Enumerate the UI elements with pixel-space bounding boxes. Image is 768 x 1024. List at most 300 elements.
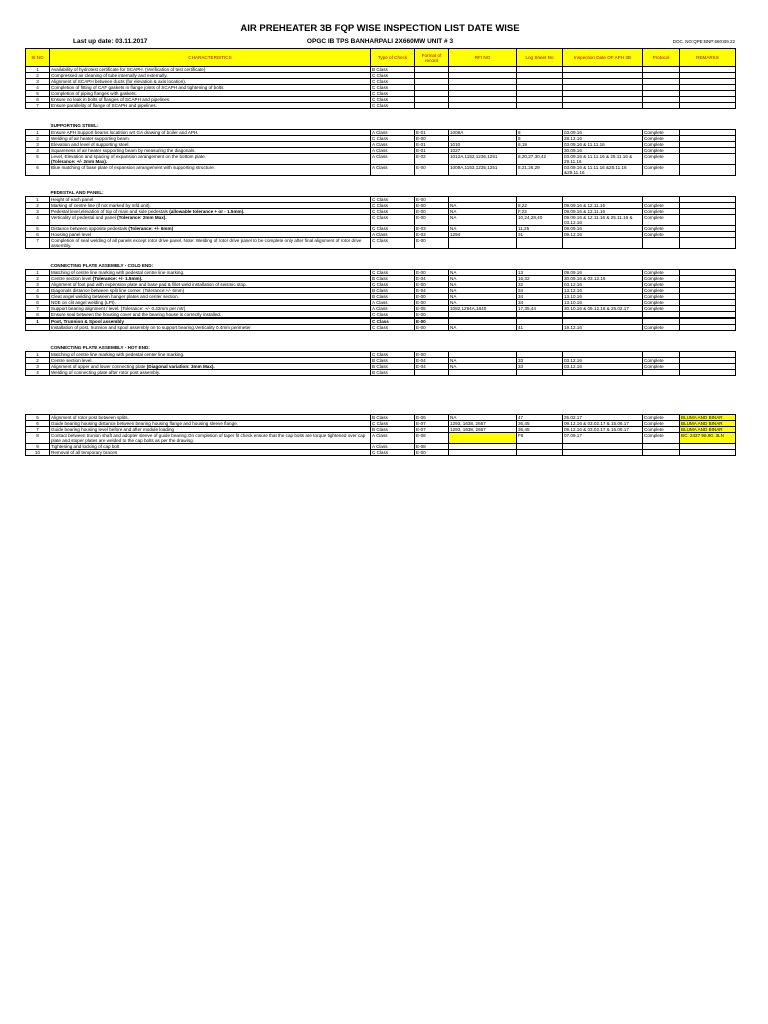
date-text: 03.09.16 bbox=[564, 130, 582, 135]
format-text: E-05 bbox=[416, 306, 426, 311]
log-sheet-text: 47 bbox=[518, 415, 524, 420]
date-cell bbox=[563, 165, 643, 176]
log-sheet-cell bbox=[517, 238, 563, 249]
type-text: B Class bbox=[372, 358, 388, 363]
rfi-text: 1293, 1638, 2667 bbox=[450, 421, 486, 426]
date-text: 03.09.16 & 11.11.16 &25.11.16 &29.11.16 bbox=[564, 165, 627, 175]
date-text: 09.09.16 & 12.11.16 bbox=[564, 209, 606, 214]
rfi-text: 1010 bbox=[450, 142, 461, 147]
type-text: C Class bbox=[372, 203, 389, 208]
sl-no-text: 7 bbox=[36, 238, 39, 243]
characteristic-text: Alignment of foot pad with expension plate and base pad & fillet weld installation of seismic stop. bbox=[51, 282, 247, 287]
characteristic-cell bbox=[50, 450, 371, 456]
remarks-cell bbox=[680, 154, 736, 165]
rfi-text: NA bbox=[450, 415, 457, 420]
characteristic-text: Availability of hydrotest certificate for SCAPH. (Verification of test certificate) bbox=[51, 67, 206, 72]
spacer-cell bbox=[26, 109, 736, 119]
remarks-text: BLUMA AND BINAR bbox=[681, 427, 723, 432]
sl-no-text: 1 bbox=[36, 319, 39, 324]
characteristic-text: Completion of fitting of CAF gaskets in flange joints of SCAPH and tightening of bolts bbox=[51, 85, 224, 90]
sl-no-text: 3 bbox=[36, 79, 39, 84]
log-sheet-text: 16,32 bbox=[518, 276, 530, 281]
date-text: 03.09.16 & 11.11.16 & 25.11.16 & 29.11.16 bbox=[564, 154, 633, 164]
protocol-cell bbox=[643, 215, 680, 226]
type-text: C Class bbox=[372, 97, 389, 102]
sl-no-text: 4 bbox=[36, 215, 39, 220]
format-text: E-00 bbox=[416, 165, 426, 170]
protocol-text: Complete bbox=[644, 148, 664, 153]
format-text: E-03 bbox=[416, 232, 426, 237]
sl-no-text: 5 bbox=[36, 415, 39, 420]
sl-no-text: 1 bbox=[36, 67, 39, 72]
table-row bbox=[26, 165, 736, 176]
protocol-text: Complete bbox=[644, 209, 664, 214]
protocol-text: Complete bbox=[644, 300, 664, 305]
sl-no-text: 7 bbox=[36, 306, 39, 311]
characteristic-text: Ensure parallelity of flange of SCAPH and pipelines. bbox=[51, 103, 157, 108]
spacer-cell bbox=[26, 376, 736, 415]
col-type-of-check: Type of Check bbox=[371, 49, 415, 67]
section-spacer bbox=[26, 258, 50, 270]
characteristic-text: Guide bearing housing level before and after module loading bbox=[51, 427, 175, 432]
sl-no-text: 1 bbox=[36, 197, 39, 202]
characteristic-text: Guide bearing housing distance between bearing housing flange and housing sleeve flange. bbox=[51, 421, 238, 426]
sl-no-text: 6 bbox=[36, 232, 39, 237]
protocol-text: Complete bbox=[644, 415, 664, 420]
sl-no-text: 7 bbox=[36, 103, 39, 108]
type-text: A Class bbox=[372, 130, 388, 135]
format-text: E-00 bbox=[416, 282, 426, 287]
rfi-text: 1294 bbox=[450, 232, 461, 237]
sl-no-text: 6 bbox=[36, 300, 39, 305]
format-text: E-00 bbox=[416, 294, 426, 299]
sl-no-cell bbox=[26, 215, 50, 226]
spacer-row bbox=[26, 376, 736, 415]
protocol-text: Complete bbox=[644, 294, 664, 299]
date-cell bbox=[563, 238, 643, 249]
rfi-cell bbox=[449, 154, 517, 165]
sl-no-text: 2 bbox=[36, 73, 39, 78]
characteristic-cell bbox=[50, 165, 371, 176]
format-text: E-01 bbox=[416, 130, 426, 135]
protocol-text: Complete bbox=[644, 165, 664, 170]
col-remarks: REMARKS bbox=[680, 49, 736, 67]
spacer-row bbox=[26, 331, 736, 341]
last-update: Last up date: 03.11.2017 bbox=[73, 38, 148, 45]
type-text: C Class bbox=[372, 226, 389, 231]
characteristic-text: Distance between opposite pedestals bbox=[51, 226, 128, 231]
rfi-text: NA bbox=[450, 282, 457, 287]
protocol-cell bbox=[643, 238, 680, 249]
inspection-table bbox=[25, 48, 736, 456]
type-text: A Class bbox=[372, 433, 388, 438]
date-cell bbox=[563, 215, 643, 226]
date-text: 09.09.16 & 12.11.16 bbox=[564, 203, 606, 208]
sl-no-text: 3 bbox=[36, 142, 39, 147]
log-sheet-text: 8 bbox=[518, 136, 521, 141]
characteristic-cell bbox=[50, 238, 371, 249]
format-text: E-06 bbox=[416, 415, 426, 420]
characteristic-text: Height of each panel bbox=[51, 197, 94, 202]
sl-no-text: 7 bbox=[36, 427, 39, 432]
format-text: E-04 bbox=[416, 358, 426, 363]
sl-no-text: 1 bbox=[36, 270, 39, 275]
format-text: E-00 bbox=[416, 197, 426, 202]
type-text: A Class bbox=[372, 300, 388, 305]
characteristic-text: Post, Trunnion & Spool assembly bbox=[51, 319, 124, 324]
characteristic-text: Ensure no leak in bolts of flanges of SCAPH and pipelines. bbox=[51, 97, 171, 102]
tolerance-text: (Tolerance: +/- 1.5mm). bbox=[92, 276, 143, 281]
section-heading: CONNECTING PLATE ASSEMBLY - COLD END: bbox=[50, 263, 154, 268]
protocol-text: Complete bbox=[644, 427, 664, 432]
rfi-text: NA bbox=[450, 364, 457, 369]
protocol-text: Complete bbox=[644, 421, 664, 426]
inspection-sheet bbox=[25, 22, 735, 456]
date-text: 09.09.16 bbox=[564, 270, 582, 275]
section-heading-row bbox=[26, 118, 736, 130]
rfi-text: 1027 bbox=[450, 148, 461, 153]
format-text: E-04 bbox=[416, 364, 426, 369]
spacer-row bbox=[26, 176, 736, 186]
section-heading-row bbox=[26, 340, 736, 352]
characteristic-text: Removal of all temporary braces bbox=[51, 450, 118, 455]
type-text: B Class bbox=[372, 276, 388, 281]
type-cell bbox=[371, 238, 415, 249]
type-text: C Class bbox=[372, 282, 389, 287]
tolerance-text: (Tolerance: +/- 6mm) bbox=[128, 226, 174, 231]
type-text: C Class bbox=[372, 73, 389, 78]
type-text: B Class bbox=[372, 427, 388, 432]
rfi-text: NA bbox=[450, 300, 457, 305]
format-cell bbox=[415, 154, 449, 165]
characteristic-text: Cleat angel welding between hanger plates and center section. bbox=[51, 294, 179, 299]
characteristic-text: Matching of centre line marking with pedestal center line marking. bbox=[51, 352, 185, 357]
sl-no-text: 3 bbox=[36, 364, 39, 369]
sheet-title: AIR PREHEATER 3B FQP WISE INSPECTION LIST DATE WISE bbox=[240, 23, 520, 34]
date-text: 13.10.16 bbox=[564, 294, 582, 299]
remarks-cell bbox=[680, 450, 736, 456]
type-cell bbox=[371, 154, 415, 165]
rfi-text: 1012A,1152,1236,1251 bbox=[450, 154, 498, 159]
rfi-cell bbox=[449, 433, 517, 444]
sl-no-text: 3 bbox=[36, 209, 39, 214]
sl-no-text: 1 bbox=[36, 130, 39, 135]
col-characteristics: CHARACTERISTICS bbox=[50, 49, 371, 67]
date-text: 28.12.16 bbox=[564, 136, 582, 141]
protocol-text: Complete bbox=[644, 433, 664, 438]
type-text: C Class bbox=[372, 352, 389, 357]
date-text: 13.10.16 bbox=[564, 300, 582, 305]
format-text: E-00 bbox=[416, 450, 426, 455]
sl-no-text: 5 bbox=[36, 226, 39, 231]
date-text: 30.09.16 & 03.12.16 bbox=[564, 276, 606, 281]
type-cell bbox=[371, 165, 415, 176]
characteristic-text: Elevation and level of supporting steel. bbox=[51, 142, 130, 147]
format-text: E-00 bbox=[416, 215, 426, 220]
type-text: C Class bbox=[372, 421, 389, 426]
protocol-text: Complete bbox=[644, 282, 664, 287]
type-text: B Class bbox=[372, 67, 388, 72]
remarks-cell bbox=[680, 433, 736, 444]
spacer-row bbox=[26, 249, 736, 259]
rfi-text: NA bbox=[450, 270, 457, 275]
log-sheet-text: 33 bbox=[518, 364, 524, 369]
characteristic-text: Alignment of rotor post between splits. bbox=[51, 415, 129, 420]
sl-no-text: 6 bbox=[36, 421, 39, 426]
log-sheet-text: 34 bbox=[518, 294, 524, 299]
sl-no-text: 9 bbox=[36, 444, 39, 449]
type-text: C Class bbox=[372, 270, 389, 275]
sl-no-cell bbox=[26, 450, 50, 456]
format-text: E-03 bbox=[416, 226, 426, 231]
characteristic-text: Welding of connecting plate after rotor post assembly. bbox=[51, 370, 161, 375]
characteristic-text: Installation of post, trunnion and spool assembly on to support bearing.Verticality 0.4mm perimeter bbox=[51, 325, 251, 330]
type-text: C Class bbox=[372, 136, 389, 141]
table-row bbox=[26, 154, 736, 165]
format-text: E-00 bbox=[416, 209, 426, 214]
table-row bbox=[26, 215, 736, 226]
type-text: C Class bbox=[372, 79, 389, 84]
rfi-text: NA bbox=[450, 209, 457, 214]
log-sheet-text: F,23 bbox=[518, 209, 527, 214]
characteristic-cell bbox=[50, 154, 371, 165]
sl-no-cell bbox=[26, 433, 50, 444]
format-text: E-08 bbox=[416, 433, 426, 438]
col-format-of-record: Format of record bbox=[415, 49, 449, 67]
section-heading: PEDESTAL AND PANEL: bbox=[50, 190, 104, 195]
protocol-text: Complete bbox=[644, 130, 664, 135]
log-sheet-text: 13 bbox=[518, 270, 524, 275]
date-text: 19.12.16 bbox=[564, 325, 582, 330]
sl-no-text: 5 bbox=[36, 154, 39, 159]
sl-no-text: 1 bbox=[36, 352, 39, 357]
type-text: A Class bbox=[372, 148, 388, 153]
protocol-text: Complete bbox=[644, 232, 664, 237]
date-cell bbox=[563, 450, 643, 456]
rfi-cell bbox=[449, 215, 517, 226]
rfi-text: 1082,1294A,1640 bbox=[450, 306, 487, 311]
log-sheet-text: 41 bbox=[518, 325, 524, 330]
format-text: E-00 bbox=[416, 319, 426, 324]
table-body bbox=[26, 67, 736, 456]
format-text: E-00 bbox=[416, 203, 426, 208]
log-sheet-text: 36,45 bbox=[518, 427, 530, 432]
rfi-cell bbox=[449, 450, 517, 456]
col-log-sheet-no: Log Sheet No bbox=[517, 49, 563, 67]
col-sl-no: Sl NO bbox=[26, 49, 50, 67]
sl-no-text: 2 bbox=[36, 358, 39, 363]
date-text: 09.12.16 bbox=[564, 232, 582, 237]
format-text: E-04 bbox=[416, 288, 426, 293]
tolerance-text: (Tolerance: +/- 2mm Max). bbox=[51, 159, 108, 164]
section-spacer bbox=[26, 340, 50, 352]
sl-no-text: 5 bbox=[36, 91, 39, 96]
format-text: E-01 bbox=[416, 142, 426, 147]
date-text: 03.12.16 bbox=[564, 282, 582, 287]
format-cell bbox=[415, 238, 449, 249]
date-text: 30.10.16 & 09.12.16 & 25.02.17 bbox=[564, 306, 629, 311]
protocol-text: Complete bbox=[644, 215, 664, 220]
rfi-text: 1293, 1638, 2667 bbox=[450, 427, 486, 432]
date-text: 03.12.16 bbox=[564, 364, 582, 369]
characteristic-text: Alignment of upper and lower connecting plate bbox=[51, 364, 146, 369]
log-sheet-text: 33 bbox=[518, 358, 524, 363]
type-text: A Class bbox=[372, 232, 388, 237]
spacer-cell bbox=[26, 249, 736, 259]
format-text: E-04 bbox=[416, 276, 426, 281]
protocol-text: Complete bbox=[644, 142, 664, 147]
tolerance-text: (Tolerance: 2mm Max). bbox=[117, 215, 167, 220]
log-sheet-text: 8,22 bbox=[518, 203, 527, 208]
sl-no-text: 3 bbox=[36, 282, 39, 287]
date-text: 13.12.16 bbox=[564, 288, 582, 293]
log-sheet-text: F8 bbox=[518, 433, 524, 438]
characteristic-text: Ensure APH Support beams locatition wrt GA drawing of boiler and APH. bbox=[51, 130, 199, 135]
log-sheet-cell bbox=[517, 154, 563, 165]
spacer-row bbox=[26, 109, 736, 119]
date-text: 09.09.16 & 12.11.16 & 25.11.16 & 03.12.16 bbox=[564, 215, 633, 225]
type-text: B Class bbox=[372, 294, 388, 299]
characteristic-text: Centre section level bbox=[51, 276, 92, 281]
protocol-text: Complete bbox=[644, 288, 664, 293]
sl-no-text: 6 bbox=[36, 165, 39, 170]
format-text: E-00 bbox=[416, 270, 426, 275]
date-text: 25.02.17 bbox=[564, 415, 582, 420]
date-cell bbox=[563, 154, 643, 165]
type-text: B Class bbox=[372, 415, 388, 420]
log-sheet-cell bbox=[517, 433, 563, 444]
rfi-text: NA bbox=[450, 325, 457, 330]
header-row bbox=[26, 49, 736, 67]
format-text: E-07 bbox=[416, 427, 426, 432]
sl-no-text: 4 bbox=[36, 85, 39, 90]
type-cell bbox=[371, 433, 415, 444]
characteristic-text: Marking of centre line (if not marked by mfd.unit). bbox=[51, 203, 151, 208]
sl-no-cell bbox=[26, 238, 50, 249]
sl-no-text: 5 bbox=[36, 294, 39, 299]
sl-no-text: 4 bbox=[36, 370, 39, 375]
type-text: A Class bbox=[372, 165, 388, 170]
type-text: C Class bbox=[372, 91, 389, 96]
rfi-text: NA bbox=[450, 215, 457, 220]
table-row bbox=[26, 238, 736, 249]
type-text: C Class bbox=[372, 312, 389, 317]
characteristic-text: Verticality of pedestal and panel bbox=[51, 215, 116, 220]
characteristic-text: Support bearing alignment / level. (Tolerance: +/- 0.42mm per mtr) bbox=[51, 306, 186, 311]
characteristic-text: Centre section level. bbox=[51, 358, 93, 363]
format-text: E-00 bbox=[416, 300, 426, 305]
format-text: E-02 bbox=[416, 154, 426, 159]
spacer-cell bbox=[26, 176, 736, 186]
document-number: DOC. NO:QPE:BNP:660:B9.22 bbox=[672, 39, 735, 44]
remarks-cell bbox=[680, 165, 736, 176]
rfi-cell bbox=[449, 238, 517, 249]
rfi-text: NA bbox=[450, 276, 457, 281]
protocol-text: Complete bbox=[644, 364, 664, 369]
type-text: B Class bbox=[372, 288, 388, 293]
table-row bbox=[26, 433, 736, 444]
sl-no-text: 2 bbox=[36, 136, 39, 141]
format-text: E-01 bbox=[416, 148, 426, 153]
sheet-subheader bbox=[25, 36, 735, 48]
log-sheet-text: 17,35,44 bbox=[518, 306, 536, 311]
rfi-text: NA bbox=[450, 226, 457, 231]
log-sheet-text: 34 bbox=[518, 288, 524, 293]
date-text: 30.09.16 bbox=[564, 148, 582, 153]
sl-no-text: 2 bbox=[36, 276, 39, 281]
rfi-text: NA bbox=[450, 203, 457, 208]
characteristic-text: Ensure seal between the housing cover and the bearing house is correctly installed. bbox=[51, 312, 222, 317]
log-sheet-cell bbox=[517, 215, 563, 226]
log-sheet-text: 34 bbox=[518, 300, 524, 305]
section-heading-row bbox=[26, 258, 736, 270]
sl-no-text: 10 bbox=[34, 450, 41, 455]
protocol-cell bbox=[643, 433, 680, 444]
sl-no-text: 4 bbox=[36, 148, 39, 153]
sl-no-text: 8 bbox=[36, 312, 39, 317]
type-text: A Class bbox=[372, 142, 388, 147]
date-text: 09.12.16 & 03.02.17 & 15.06.17 bbox=[564, 427, 629, 432]
log-sheet-text: 11,25 bbox=[518, 226, 530, 231]
rfi-cell bbox=[449, 165, 517, 176]
protocol-cell bbox=[643, 154, 680, 165]
characteristic-text: Welding of air heater supporting beam. bbox=[51, 136, 131, 141]
format-cell bbox=[415, 215, 449, 226]
characteristic-text: Level, Elevation and spacing of expansion arrangement on the bottom plate. bbox=[51, 154, 207, 159]
type-text: C Class bbox=[372, 209, 389, 214]
characteristic-text: Squareness of air heater supporting beam by measuring the diagonals. bbox=[51, 148, 196, 153]
type-text: C Class bbox=[372, 215, 389, 220]
tolerance-text: (Diagonal variation: 3mm Max). bbox=[146, 364, 215, 369]
type-text: C Class bbox=[372, 103, 389, 108]
rfi-text: 1009A,1153,1235,1251 bbox=[450, 165, 498, 170]
type-text: C Class bbox=[372, 319, 389, 324]
type-text: C Class bbox=[372, 85, 389, 90]
log-sheet-text: 32 bbox=[518, 282, 524, 287]
log-sheet-text: 8,21,26,29 bbox=[518, 165, 540, 170]
format-cell bbox=[415, 450, 449, 456]
col-inspection-date: Inspection Date OF APH 3B bbox=[563, 49, 643, 67]
type-text: A Class bbox=[372, 154, 388, 159]
date-text: 09.12.16 & 03.02.17 & 15.06.17 bbox=[564, 421, 629, 426]
characteristic-text: Tightening and locking of cap bolt bbox=[51, 444, 120, 449]
section-heading: SUPPORTING STEEL: bbox=[50, 123, 99, 128]
characteristic-text: Compressed air cleaning of tube internally and externally. bbox=[51, 73, 168, 78]
format-text: E-00 bbox=[416, 352, 426, 357]
log-sheet-text: 31 bbox=[518, 232, 524, 237]
sl-no-text: 8 bbox=[36, 433, 39, 438]
log-sheet-text: 8 bbox=[518, 130, 521, 135]
characteristic-text: Completion of seal welding of all panels except rotor drive panel. Note: Welding of rotor drive panel to be complete only after final alignment of rotor drive assembly. bbox=[51, 238, 362, 248]
tolerance-text: (allowable tolerance + or - 1.5mm). bbox=[169, 209, 245, 214]
date-cell bbox=[563, 433, 643, 444]
type-text: B Class bbox=[372, 370, 388, 375]
characteristic-text: Matching of centre line marking with pedestal centre line marking. bbox=[51, 270, 185, 275]
characteristic-cell bbox=[50, 215, 371, 226]
sl-no-text: 6 bbox=[36, 97, 39, 102]
sl-no-text: 4 bbox=[36, 288, 39, 293]
protocol-text: Complete bbox=[644, 325, 664, 330]
type-text: B Class bbox=[372, 364, 388, 369]
remarks-text: BC: 2427 96.90. 3LN bbox=[681, 433, 724, 438]
sl-no-cell bbox=[26, 165, 50, 176]
date-text: 03.12.16 bbox=[564, 358, 582, 363]
date-text: 03.09.16 & 11.11.16 bbox=[564, 142, 605, 147]
spacer-cell bbox=[26, 331, 736, 341]
protocol-text: Complete bbox=[644, 203, 664, 208]
rfi-text: NA bbox=[450, 294, 457, 299]
type-cell bbox=[371, 215, 415, 226]
